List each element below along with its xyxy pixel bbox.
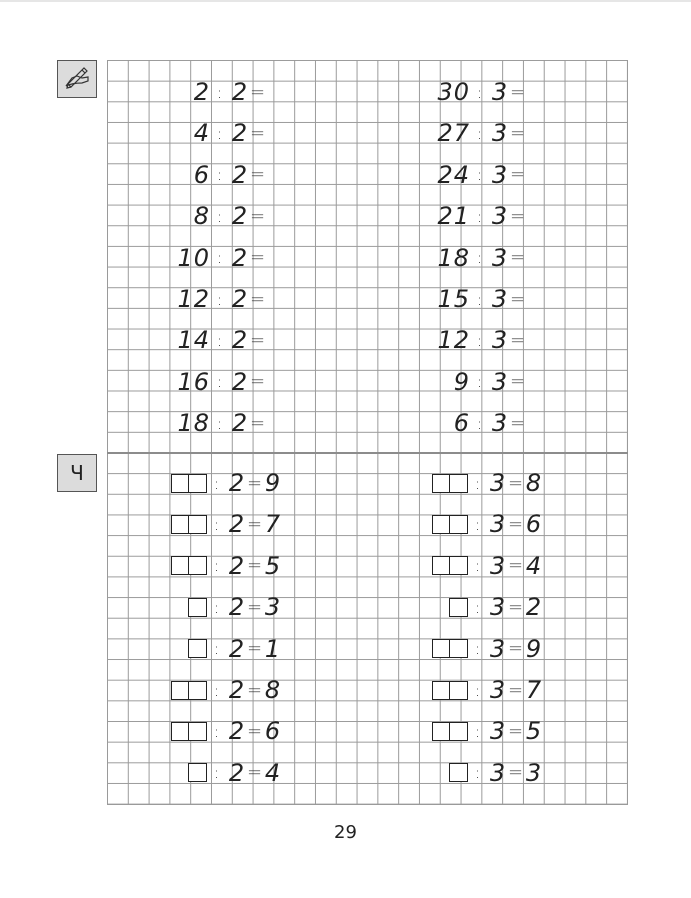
missing-dividend-row [428, 675, 546, 705]
division-sign: : [474, 763, 482, 783]
division-sign: : [476, 372, 484, 392]
dividend: 9 [453, 367, 470, 396]
example-row [168, 325, 267, 355]
missing-dividend-row [428, 634, 546, 664]
dividend: 16 [177, 367, 210, 396]
answer-boxes [428, 639, 468, 658]
equals-sign: = [508, 679, 525, 701]
quotient: 5 [525, 717, 543, 746]
answer-digit-box[interactable] [449, 598, 468, 617]
answer-boxes [167, 515, 207, 534]
divisor: 3 [489, 510, 507, 539]
division-sign: : [476, 123, 484, 143]
dividend: 6 [453, 409, 470, 438]
example-row [168, 284, 267, 314]
equals-sign: = [510, 81, 527, 103]
section-divider [107, 452, 628, 454]
dividend: 4 [193, 119, 210, 148]
divisor: 2 [231, 326, 249, 355]
answer-boxes [167, 556, 207, 575]
divisor: 3 [489, 469, 507, 497]
answer-boxes [428, 515, 468, 534]
answer-digit-box[interactable] [449, 556, 468, 575]
division-sign: : [476, 289, 484, 309]
divisor: 3 [491, 243, 509, 272]
quotient: 2 [525, 593, 543, 622]
equals-sign: = [250, 371, 267, 393]
division-sign: : [216, 289, 224, 309]
division-sign: : [476, 413, 484, 433]
divisor: 2 [231, 243, 249, 272]
missing-dividend-row [428, 716, 546, 746]
equals-sign: = [508, 720, 525, 742]
missing-dividend-row [428, 758, 546, 788]
dividend: 8 [193, 202, 210, 231]
division-sign: : [213, 473, 221, 493]
division-sign: : [216, 165, 224, 185]
equals-sign: = [247, 513, 264, 535]
divisor: 2 [228, 717, 246, 746]
divisor: 2 [231, 160, 249, 189]
answer-digit-box[interactable] [171, 556, 190, 575]
equals-sign: = [247, 638, 264, 660]
divisor: 2 [231, 202, 249, 231]
answer-boxes [167, 722, 207, 741]
example-row [428, 408, 527, 438]
division-sign: : [476, 248, 484, 268]
dividend: 2 [193, 78, 210, 106]
missing-dividend-row [428, 509, 546, 539]
divisor: 3 [489, 593, 507, 622]
equals-sign: = [247, 762, 264, 784]
answer-digit-box[interactable] [432, 722, 451, 741]
answer-boxes [167, 474, 207, 493]
answer-digit-box[interactable] [449, 763, 468, 782]
divisor: 2 [228, 758, 246, 787]
division-sign: : [216, 82, 224, 102]
answer-digit-box[interactable] [432, 515, 451, 534]
answer-boxes [428, 474, 468, 493]
division-sign: : [474, 597, 482, 617]
division-sign: : [213, 680, 221, 700]
answer-digit-box[interactable] [432, 474, 451, 493]
top-edge [0, 0, 691, 2]
equals-sign: = [250, 164, 267, 186]
answer-boxes [167, 639, 207, 658]
divisor: 3 [491, 78, 509, 106]
example-row [428, 201, 527, 231]
quotient: 8 [525, 469, 543, 497]
answer-boxes [428, 598, 468, 617]
divisor: 2 [228, 676, 246, 704]
answer-boxes [428, 556, 468, 575]
division-sign: : [474, 556, 482, 576]
quotient: 9 [264, 469, 282, 497]
example-row [168, 367, 267, 397]
answer-digit-box[interactable] [449, 681, 468, 700]
answer-boxes [167, 763, 207, 782]
quotient: 8 [264, 676, 282, 704]
division-sign: : [216, 123, 224, 143]
example-row [428, 284, 527, 314]
missing-dividend-row [428, 468, 546, 498]
missing-dividend-row [167, 716, 285, 746]
dividend: 15 [437, 285, 470, 313]
quotient: 3 [264, 593, 282, 622]
dividend: 18 [437, 243, 470, 272]
answer-digit-box[interactable] [188, 474, 207, 493]
example-row [168, 77, 267, 107]
divisor: 2 [231, 78, 249, 106]
divisor: 2 [228, 510, 246, 539]
dividend: 6 [193, 160, 210, 189]
example-row [428, 118, 527, 148]
division-sign: : [476, 206, 484, 226]
equals-sign: = [247, 596, 264, 618]
divisor: 3 [491, 326, 509, 355]
divisor: 2 [228, 593, 246, 622]
divisor: 2 [231, 119, 249, 148]
divisor: 3 [489, 758, 507, 787]
missing-dividend-row [428, 592, 546, 622]
divisor: 2 [231, 367, 249, 396]
answer-digit-box[interactable] [171, 474, 190, 493]
answer-digit-box[interactable] [171, 681, 190, 700]
equals-sign: = [508, 762, 525, 784]
example-row [168, 160, 267, 190]
equals-sign: = [510, 412, 527, 434]
divisor: 2 [231, 409, 249, 438]
equals-sign: = [510, 164, 527, 186]
answer-digit-box[interactable] [188, 639, 207, 658]
quotient: 4 [264, 758, 282, 787]
answer-boxes [428, 763, 468, 782]
equals-sign: = [508, 555, 525, 577]
equals-sign: = [508, 513, 525, 535]
page-number: 29 [334, 822, 357, 843]
example-row [428, 160, 527, 190]
division-sign: : [216, 413, 224, 433]
answer-digit-box[interactable] [449, 515, 468, 534]
example-row [168, 243, 267, 273]
divisor: 3 [489, 634, 507, 663]
answer-digit-box[interactable] [188, 598, 207, 617]
quotient: 1 [264, 634, 282, 663]
divisor: 3 [491, 119, 509, 148]
equals-sign: = [250, 205, 267, 227]
quotient: 5 [264, 551, 282, 580]
division-sign: : [474, 721, 482, 741]
division-sign: : [213, 597, 221, 617]
division-sign: : [213, 721, 221, 741]
dividend: 27 [437, 119, 470, 148]
quotient: 9 [525, 634, 543, 663]
missing-dividend-row [167, 675, 285, 705]
division-sign: : [474, 680, 482, 700]
missing-dividend-row [428, 551, 546, 581]
divisor: 3 [491, 160, 509, 189]
division-sign: : [474, 639, 482, 659]
divisor: 3 [489, 676, 507, 704]
division-sign: : [476, 82, 484, 102]
example-row [168, 118, 267, 148]
equals-sign: = [247, 555, 264, 577]
example-row [168, 201, 267, 231]
missing-dividend-row [167, 758, 285, 788]
division-sign: : [474, 514, 482, 534]
answer-digit-box[interactable] [188, 763, 207, 782]
division-sign: : [213, 514, 221, 534]
dividend: 14 [177, 326, 210, 355]
equals-sign: = [250, 81, 267, 103]
answer-digit-box[interactable] [171, 515, 190, 534]
example-row [428, 77, 527, 107]
missing-dividend-row [167, 634, 285, 664]
equals-sign: = [250, 412, 267, 434]
divisor: 2 [228, 634, 246, 663]
answer-boxes [428, 681, 468, 700]
dividend: 12 [437, 326, 470, 355]
divisor: 2 [228, 469, 246, 497]
answer-digit-box[interactable] [449, 639, 468, 658]
dividend: 21 [437, 202, 470, 231]
quotient: 6 [525, 510, 543, 539]
equals-sign: = [508, 472, 525, 494]
missing-dividend-row [167, 592, 285, 622]
equals-sign: = [250, 122, 267, 144]
division-sign: : [213, 763, 221, 783]
answer-digit-box[interactable] [449, 722, 468, 741]
answer-digit-box[interactable] [188, 515, 207, 534]
example-row [428, 367, 527, 397]
equals-sign: = [250, 329, 267, 351]
equals-sign: = [508, 638, 525, 660]
quotient: 3 [525, 758, 543, 787]
task-2-marker [57, 454, 97, 492]
dividend: 12 [177, 285, 210, 313]
equals-sign: = [250, 288, 267, 310]
quotient: 4 [525, 551, 543, 580]
equals-sign: = [510, 329, 527, 351]
divisor: 2 [228, 551, 246, 580]
division-sign: : [216, 248, 224, 268]
answer-digit-box[interactable] [432, 681, 451, 700]
answer-boxes [167, 598, 207, 617]
division-sign: : [216, 330, 224, 350]
missing-dividend-row [167, 509, 285, 539]
dividend: 10 [177, 243, 210, 272]
answer-boxes [428, 722, 468, 741]
divisor: 3 [491, 367, 509, 396]
equals-sign: = [508, 596, 525, 618]
equals-sign: = [510, 288, 527, 310]
divisor: 3 [491, 285, 509, 313]
example-row [168, 408, 267, 438]
equals-sign: = [247, 472, 264, 494]
example-row [428, 325, 527, 355]
equals-sign: = [247, 679, 264, 701]
pencil-in-hand-icon [62, 64, 92, 94]
equals-sign: = [250, 247, 267, 269]
example-row [428, 243, 527, 273]
equals-sign: = [510, 247, 527, 269]
divisor: 3 [491, 202, 509, 231]
quotient: 7 [525, 676, 543, 704]
equals-sign: = [510, 371, 527, 393]
equals-sign: = [510, 122, 527, 144]
divisor: 2 [231, 285, 249, 313]
divisor: 3 [491, 409, 509, 438]
task-2-label: Ч [70, 461, 84, 485]
division-sign: : [474, 473, 482, 493]
equals-sign: = [510, 205, 527, 227]
equals-sign: = [247, 720, 264, 742]
quotient: 7 [264, 510, 282, 539]
answer-digit-box[interactable] [188, 556, 207, 575]
division-sign: : [476, 330, 484, 350]
dividend: 24 [437, 160, 470, 189]
task-1-marker [57, 60, 97, 98]
division-sign: : [216, 206, 224, 226]
answer-boxes [167, 681, 207, 700]
divisor: 3 [489, 551, 507, 580]
missing-dividend-row [167, 468, 285, 498]
answer-digit-box[interactable] [432, 556, 451, 575]
division-sign: : [216, 372, 224, 392]
answer-digit-box[interactable] [188, 681, 207, 700]
dividend: 18 [177, 409, 210, 438]
answer-digit-box[interactable] [171, 722, 190, 741]
answer-digit-box[interactable] [432, 639, 451, 658]
division-sign: : [213, 556, 221, 576]
answer-digit-box[interactable] [449, 474, 468, 493]
dividend: 30 [437, 78, 470, 106]
missing-dividend-row [167, 551, 285, 581]
quotient: 6 [264, 717, 282, 746]
answer-digit-box[interactable] [188, 722, 207, 741]
division-sign: : [213, 639, 221, 659]
divisor: 3 [489, 717, 507, 746]
division-sign: : [476, 165, 484, 185]
